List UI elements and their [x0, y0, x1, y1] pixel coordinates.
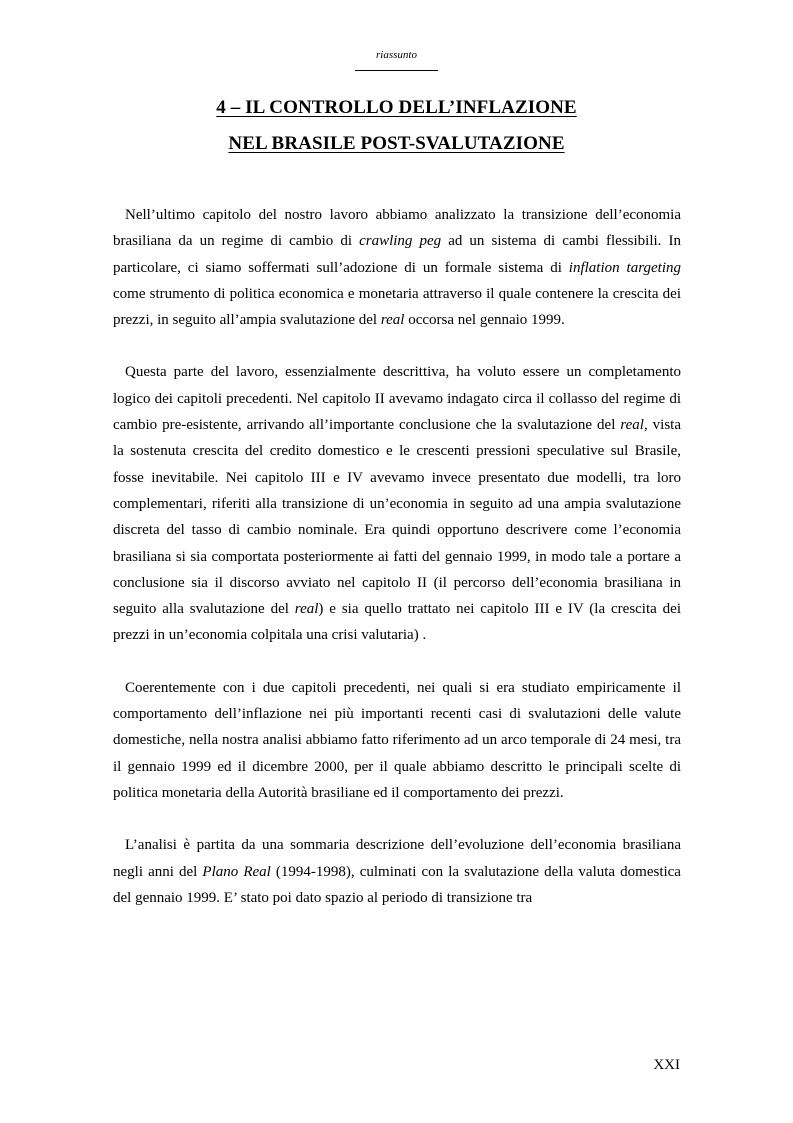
text-span: come strumento di politica economica e monetaria attraverso il quale contenere la crescita dei prezzi, in seguito all’ampia svalutazione del [113, 285, 681, 329]
text-span: ad un sistema di cambi flessibili. In particolare, ci siamo soffermati sull’adozione di un formale sistema di [113, 233, 681, 276]
paragraph-3 [113, 675, 681, 806]
body-text [113, 202, 681, 937]
text-span: , vista la sostenuta crescita del credito domestico e le crescenti pressioni speculative sul Brasile, fosse inevitabile. Nei capitolo III e IV avevamo invece presentato due modelli, tra loro complementari, riferiti alla transizione di un’economia in seguito ad una ampia svalutazione discreta del tasso di cambio nominale. Era quindi opportuno descrivere come l’economia brasiliana si sia comportata posteriormente ai fatti del gennaio 1999, in modo tale a portare a conclusione sia il discorso avviato nel capitolo II (il percorso dell’economia brasiliana in seguito alla svalutazione del [113, 417, 681, 618]
italic-term: inflation targeting [568, 259, 681, 276]
paragraph-4 [113, 832, 681, 911]
italic-term: real [294, 601, 319, 618]
text-span: occorsa nel gennaio 1999. [404, 312, 565, 329]
text-span: Nell’ultimo capitolo del nostro lavoro abbiamo analizzato la transizione dell’economia brasiliana da un regime di cambio di [113, 207, 681, 250]
text-span: (1994-1998), culminati con la svalutazione della valuta domestica del gennaio 1999. E’ stato poi dato spazio al periodo di transizione tra [113, 863, 681, 906]
italic-term: Plano Real [202, 863, 271, 880]
italic-term: real [620, 417, 644, 434]
text-span: Questa parte del lavoro, essenzialmente descrittiva, ha voluto essere un completamento logico dei capitoli precedenti. Nel capitolo II avevamo indagato circa il collasso del regime di cambio pre-esistente, arrivando all’importante conclusione che la svalutazione del [113, 364, 681, 434]
chapter-title-line-2: NEL BRASILE POST-SVALUTAZIONE [228, 133, 565, 154]
text-span: Coerentemente con i due capitoli precedenti, nei quali si era studiato empiricamente il comportamento dell’inflazione nei più importanti recenti casi di svalutazioni delle valute domestiche, nella nostra analisi abbiamo fatto riferimento ad un arco temporale di 24 mesi, tra il gennaio 1999 ed il dicembre 2000, per il quale abbiamo descritto le principali scelte di politica monetaria della Autorità brasiliane ed il comportamento dei prezzi. [113, 679, 681, 801]
page-number: XXI [653, 1057, 680, 1073]
running-header: riassunto [376, 49, 417, 61]
paragraph-2 [113, 359, 681, 648]
text-span: L’analisi è partita da una sommaria descrizione dell’evoluzione dell’economia brasiliana negli anni del [113, 837, 681, 880]
text-span: ) e sia quello trattato nei capitolo III e IV (la crescita dei prezzi in un’economia colpitala una crisi valutaria) . [113, 601, 682, 644]
italic-term: real [380, 312, 405, 329]
italic-term: crawling peg [359, 233, 442, 250]
paragraph-1 [113, 202, 681, 333]
header-rule [355, 70, 438, 71]
chapter-title-line-1: 4 – IL CONTROLLO DELL’INFLAZIONE [216, 97, 577, 118]
